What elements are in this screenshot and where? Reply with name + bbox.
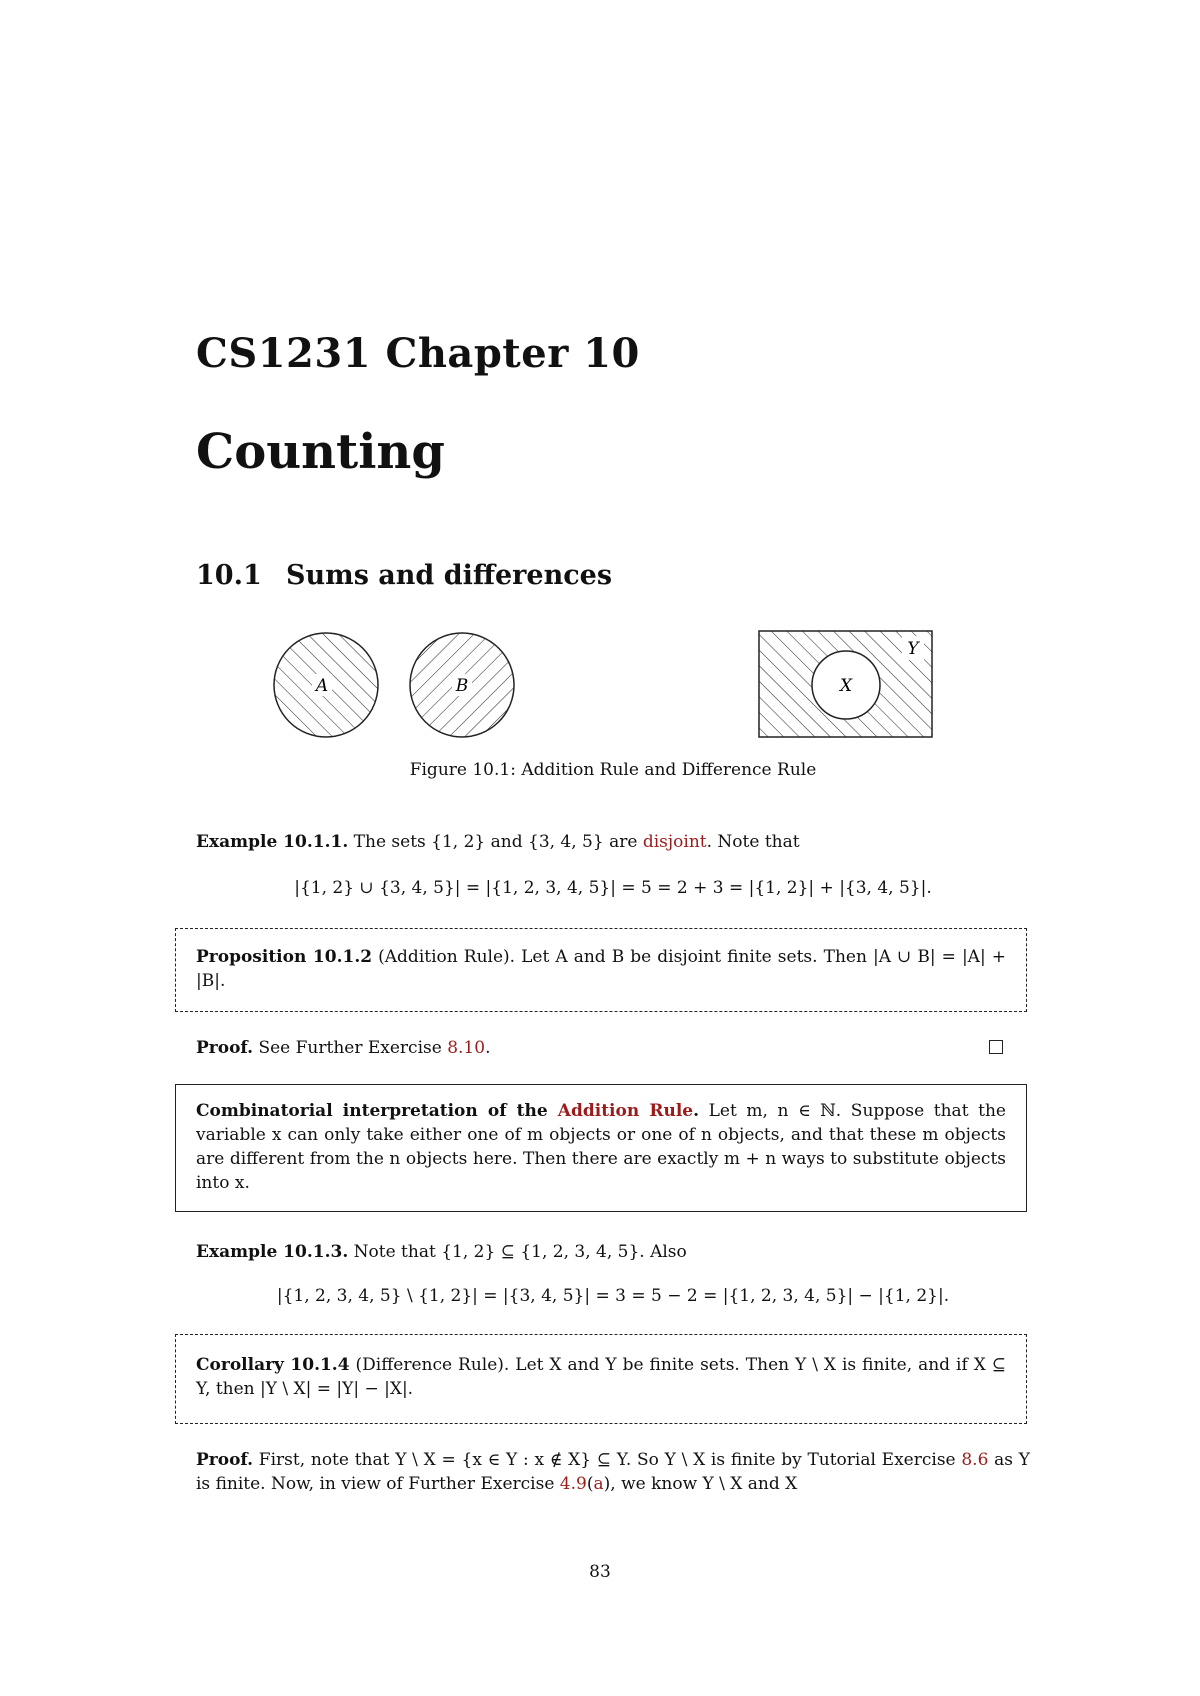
- page-number: 83: [589, 1562, 611, 1582]
- chapter-title: Counting: [196, 424, 445, 480]
- exercise-4-9-a-link[interactable]: a: [593, 1474, 604, 1494]
- set-b-circle: [410, 633, 514, 737]
- section-title: Sums and differences: [286, 560, 613, 591]
- label-b: B: [455, 676, 469, 696]
- proof-text: See Further Exercise: [253, 1038, 448, 1058]
- proposition-box: [175, 928, 1027, 1012]
- combinatorial-box: [175, 1084, 1027, 1212]
- proposition-label: Proposition 10.1.2: [196, 947, 373, 967]
- label-x: X: [839, 676, 853, 696]
- example-text: Note that {1, 2} ⊆ {1, 2, 3, 4, 5}. Also: [348, 1242, 687, 1262]
- example-display-equation: |{1, 2, 3, 4, 5} \ {1, 2}| = |{3, 4, 5}| = 3 = 5 − 2 = |{1, 2, 3, 4, 5}| − |{1, 2}|.: [276, 1286, 950, 1306]
- exercise-8-6-link[interactable]: 8.6: [961, 1450, 989, 1470]
- proof-text-2: as Y is finite. Now, in view of Further Exercise: [196, 1450, 1030, 1494]
- example-display-equation: |{1, 2} ∪ {3, 4, 5}| = |{1, 2, 3, 4, 5}| = 5 = 2 + 3 = |{1, 2}| + |{3, 4, 5}|.: [294, 878, 932, 898]
- proof-label: Proof.: [196, 1038, 254, 1058]
- combinatorial-label-end: .: [693, 1101, 700, 1121]
- example-label: Example 10.1.3.: [196, 1242, 349, 1262]
- example-label: Example 10.1.1.: [196, 832, 349, 852]
- corollary-text: [176, 1335, 1026, 1401]
- figure-caption: Figure 10.1: Addition Rule and Difference Rule: [409, 760, 817, 780]
- proof-1: [196, 1036, 976, 1060]
- proof-2: [196, 1448, 1030, 1496]
- proposition-body: (Addition Rule). Let A and B be disjoint finite sets. Then |A ∪ B| = |A| + |B|.: [196, 947, 1006, 991]
- example-text: The sets {1, 2} and {3, 4, 5} are: [353, 832, 643, 852]
- corollary-label: Corollary 10.1.4: [196, 1355, 350, 1375]
- qed-square-icon: [989, 1040, 1003, 1054]
- exercise-4-9-link[interactable]: 4.9: [559, 1474, 587, 1494]
- proof-text-3: (: [586, 1474, 594, 1494]
- label-a: A: [315, 676, 329, 696]
- proof-text-4: ), we know Y \ X and X: [603, 1474, 798, 1494]
- disjoint-link[interactable]: disjoint: [642, 832, 707, 852]
- proof-text: First, note that Y \ X = {x ∈ Y : x ∉ X} ⊆ Y. So Y \ X is finite by Tutorial Exercise: [253, 1450, 962, 1470]
- label-y: Y: [907, 639, 919, 659]
- example-text-end: . Note that: [706, 832, 800, 852]
- combinatorial-body: Let m, n ∈ ℕ. Suppose that the variable x can only take either one of m objects or one of n objects, and that these m objects are different from the n objects here. Then there are exactly m + n ways to substitute objects into x.: [196, 1101, 1006, 1193]
- section-heading: [196, 560, 612, 591]
- exercise-8-10-link[interactable]: 8.10: [447, 1038, 486, 1058]
- proof-text-end: .: [485, 1038, 491, 1058]
- example-10-1-3: [196, 1240, 1030, 1264]
- venn-figure: [266, 624, 946, 744]
- corollary-box: [175, 1334, 1027, 1424]
- example-10-1-1: [196, 830, 1030, 854]
- corollary-body: (Difference Rule). Let X and Y be finite sets. Then Y \ X is finite, and if X ⊆ Y, then |Y \ X| = |Y| − |X|.: [196, 1355, 1007, 1399]
- set-x-circle: [812, 651, 880, 719]
- chapter-heading: CS1231 Chapter 10: [196, 330, 640, 377]
- combinatorial-text: [176, 1085, 1026, 1195]
- set-a-circle: [274, 633, 378, 737]
- combinatorial-label: Combinatorial interpretation of the: [196, 1101, 558, 1121]
- proof-label: Proof.: [196, 1450, 254, 1470]
- proposition-text: [176, 929, 1026, 993]
- addition-rule-link[interactable]: Addition Rule: [557, 1101, 694, 1121]
- section-number: 10.1: [196, 560, 262, 591]
